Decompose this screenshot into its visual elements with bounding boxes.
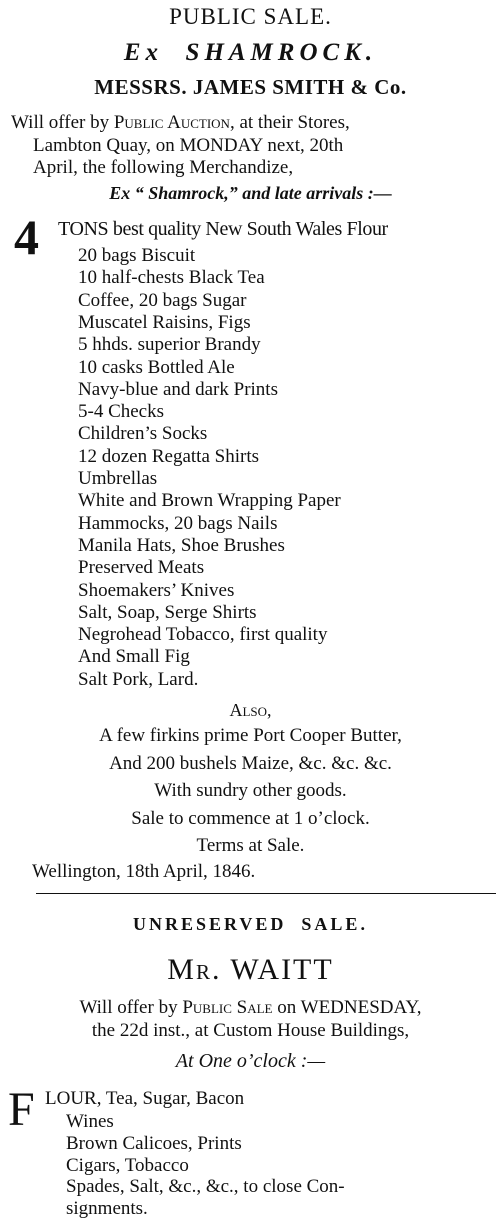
list-item: Muscatel Raisins, Figs [78,311,251,333]
list-item: And Small Fig [78,646,190,668]
list-item: 5-4 Checks [78,401,165,423]
ad1-dateline: Wellington, 18th April, 1846. [32,861,256,882]
list-item: White and Brown Wrapping Paper [78,490,341,512]
list-item: Navy-blue and dark Prints [78,378,278,400]
ad2-intro-line-1: Will offer by Public Sale on WEDNESDAY, [79,997,422,1018]
list-item: Shoemakers’ Knives [78,579,235,601]
ad1-intro-line-2: Lambton Quay, on MONDAY next, 20th [33,135,344,156]
list-item: Wines [66,1111,114,1132]
list-item: 10 casks Bottled Ale [78,356,235,378]
list-item: 20 bags Biscuit [78,245,196,266]
list-item: signments. [66,1198,148,1220]
ad1-auctioneer: MESSRS. JAMES SMITH & Co. [94,75,407,99]
ad2-first-line: LOUR, Tea, Sugar, Bacon [45,1088,245,1109]
list-item: 5 hhds. superior Brandy [78,334,261,356]
ad2-auctioneer: Mr. WAITT [167,953,334,986]
ad1-also-line: And 200 bushels Maize, &c. &c. &c. [109,752,392,774]
ad1-first-line: TONS best quality New South Wales Flour [58,218,388,240]
ad2-intro-line-2: the 22d inst., at Custom House Buildings, [91,1020,410,1041]
ad1-heading: PUBLIC SALE. [169,4,332,29]
ad2-heading: UNRESERVED SALE. [133,914,368,934]
ad1-intro-line-1: Will offer by Public Auction, at their Stores, [11,112,350,133]
ad1-intro-line-3: April, the following Merchandize, [33,157,294,178]
list-item: Preserved Meats [78,557,205,579]
list-item: Hammocks, 20 bags Nails [78,512,278,534]
ad1-drop-cap: 4 [14,209,39,265]
ad2-drop-cap: F [8,1083,35,1136]
list-item: Brown Calicoes, Prints [66,1132,242,1154]
list-item: Negrohead Tobacco, first quality [78,624,328,646]
ad1-also: Also, [229,700,272,720]
list-item: Salt Pork, Lard. [78,668,199,690]
ad1-also-line: Terms at Sale. [196,835,305,856]
separator-rule [36,893,496,894]
ad1-ship-name: Ex SHAMROCK. [123,39,378,66]
list-item: Umbrellas [78,468,158,489]
ad1-also-line: With sundry other goods. [154,780,347,801]
list-item: 12 dozen Regatta Shirts [78,445,259,467]
list-item: Children’s Socks [78,423,208,445]
ad2-time: At One o’clock :— [175,1050,326,1072]
list-item: 10 half-chests Black Tea [78,267,265,289]
ad1-also-line: Sale to commence at 1 o’clock. [131,807,370,829]
list-item: Manila Hats, Shoe Brushes [78,534,285,556]
list-item: Spades, Salt, &c., &c., to close Con- [66,1176,345,1198]
list-item: Salt, Soap, Serge Shirts [78,601,257,623]
list-item: Coffee, 20 bags Sugar [78,289,247,311]
ad1-also-line: A few firkins prime Port Cooper Butter, [99,725,402,746]
ad1-subhead: Ex “ Shamrock,” and late arrivals :— [109,183,392,203]
list-item: Cigars, Tobacco [66,1154,189,1176]
